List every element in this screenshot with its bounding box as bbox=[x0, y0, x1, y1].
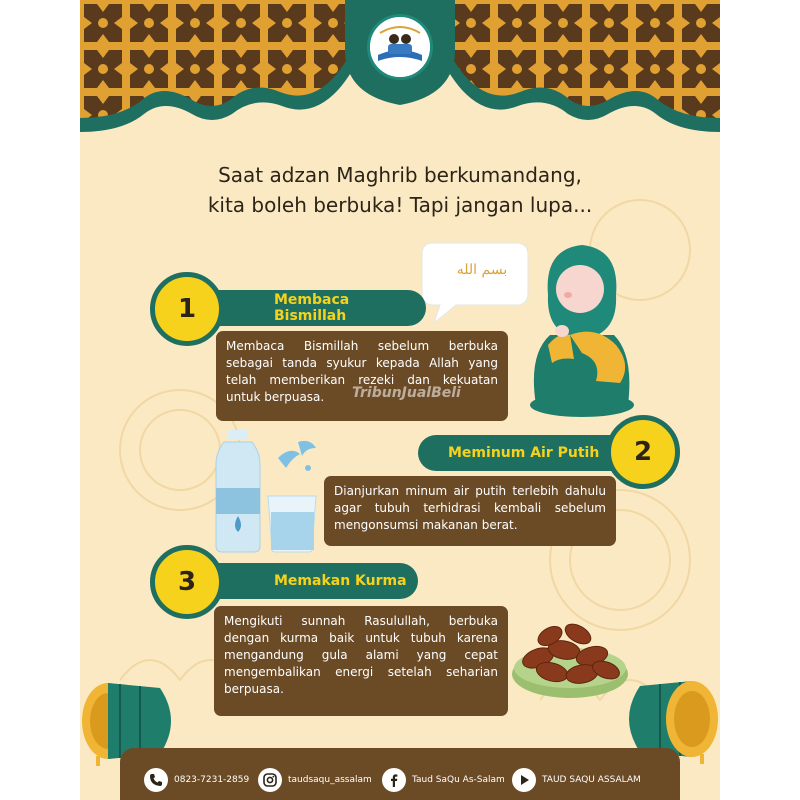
step-2-description: Dianjurkan minum air putih terlebih dahulu agar tubuh terhidrasi kembali sebelum mengonsumsi makanan berat. bbox=[324, 476, 616, 546]
phone-icon bbox=[144, 768, 168, 792]
footer-facebook-text: Taud SaQu As-Salam bbox=[412, 775, 505, 785]
footer-youtube[interactable] bbox=[512, 768, 641, 792]
footer-youtube-text: TAUD SAQU ASSALAM bbox=[542, 775, 641, 785]
footer-facebook[interactable] bbox=[382, 768, 505, 792]
facebook-icon bbox=[382, 768, 406, 792]
logo-icon bbox=[370, 17, 430, 77]
headline-line-2: kita boleh berbuka! Tapi jangan lupa... bbox=[207, 193, 593, 217]
step-1-description: Membaca Bismillah sebelum berbuka sebagai tanda syukur kepada Allah yang telah memberikan rezeki dan kekuatan untuk berpuasa. bbox=[216, 331, 508, 421]
step-2-number-text: 2 bbox=[633, 437, 653, 467]
step-3-description: Mengikuti sunnah Rasulullah, berbuka dengan kurma baik untuk tubuh karena mengandung gula alami yang cepat mengembalikan energi setelah seharian berpuasa. bbox=[214, 606, 508, 716]
footer-instagram[interactable] bbox=[258, 768, 372, 792]
step-1-number bbox=[150, 272, 224, 346]
step-1-title: Membaca Bismillah bbox=[274, 292, 350, 324]
footer-phone[interactable] bbox=[144, 768, 249, 792]
instagram-icon bbox=[258, 768, 282, 792]
play-icon bbox=[512, 768, 536, 792]
step-1-number-text: 1 bbox=[177, 294, 197, 324]
watermark: TribunJualBeli bbox=[352, 385, 461, 401]
poster bbox=[80, 0, 720, 800]
footer-instagram-text: taudsaqu_assalam bbox=[288, 775, 372, 785]
headline-line-1: Saat adzan Maghrib berkumandang, bbox=[218, 163, 582, 187]
footer-phone-text: 0823-7231-2859 bbox=[174, 775, 250, 785]
step-3-title-band bbox=[192, 563, 418, 599]
step-2-title: Meminum Air Putih bbox=[448, 445, 600, 461]
step-3-title: Memakan Kurma bbox=[274, 573, 407, 589]
step-2-number bbox=[606, 415, 680, 489]
step-1-title-band bbox=[192, 290, 426, 326]
school-logo bbox=[367, 14, 433, 80]
step-3-number bbox=[150, 545, 224, 619]
headline bbox=[140, 160, 660, 220]
footer bbox=[120, 748, 680, 800]
speech-bubble-text: بسم الله bbox=[456, 262, 508, 278]
water-bottle-glass-illustration bbox=[208, 428, 328, 556]
step-3-number-text: 3 bbox=[177, 567, 197, 597]
